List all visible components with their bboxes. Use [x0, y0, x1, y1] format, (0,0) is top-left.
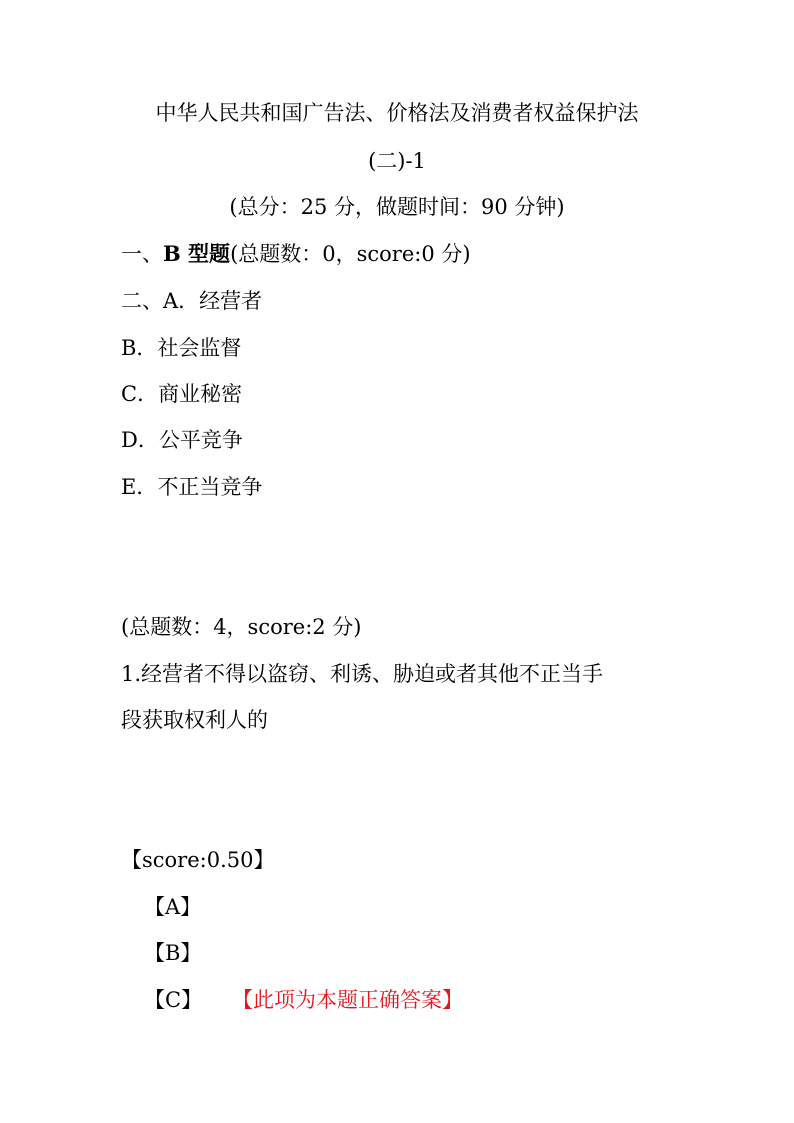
- option-b: B．社会监督: [121, 336, 242, 360]
- correct-answer-note: 【此项为本题正确答案】: [232, 988, 463, 1012]
- option-d: D．公平竞争: [121, 428, 243, 452]
- option-e: E．不正当竞争: [121, 475, 263, 499]
- document-title-line2: (二)-1: [368, 149, 426, 173]
- option-c: C．商业秘密: [121, 382, 243, 406]
- document-title-line1: 中华人民共和国广告法、价格法及消费者权益保护法: [155, 101, 639, 125]
- section-name: B 型题: [163, 241, 231, 266]
- document-meta: (总分：25 分，做题时间：90 分钟): [229, 195, 565, 219]
- option-a-line: [121, 286, 262, 316]
- section2-prefix: 二、: [121, 289, 163, 313]
- answer-b: 【B】: [144, 941, 202, 965]
- section-meta: (总题数：0，score:0 分): [230, 242, 471, 266]
- answer-a: 【A】: [144, 895, 202, 919]
- answer-c: 【C】: [144, 988, 203, 1012]
- option-a: A．经营者: [163, 289, 263, 313]
- question-text-line1: 1.经营者不得以盗窃、利诱、胁迫或者其他不正当手: [121, 662, 604, 686]
- section-heading-b-type: [121, 239, 471, 269]
- question-text-line2: 段获取权利人的: [121, 708, 268, 732]
- section-prefix: 一、: [121, 242, 163, 266]
- question-score: 【score:0.50】: [121, 848, 275, 872]
- group-meta: (总题数：4，score:2 分): [121, 615, 362, 639]
